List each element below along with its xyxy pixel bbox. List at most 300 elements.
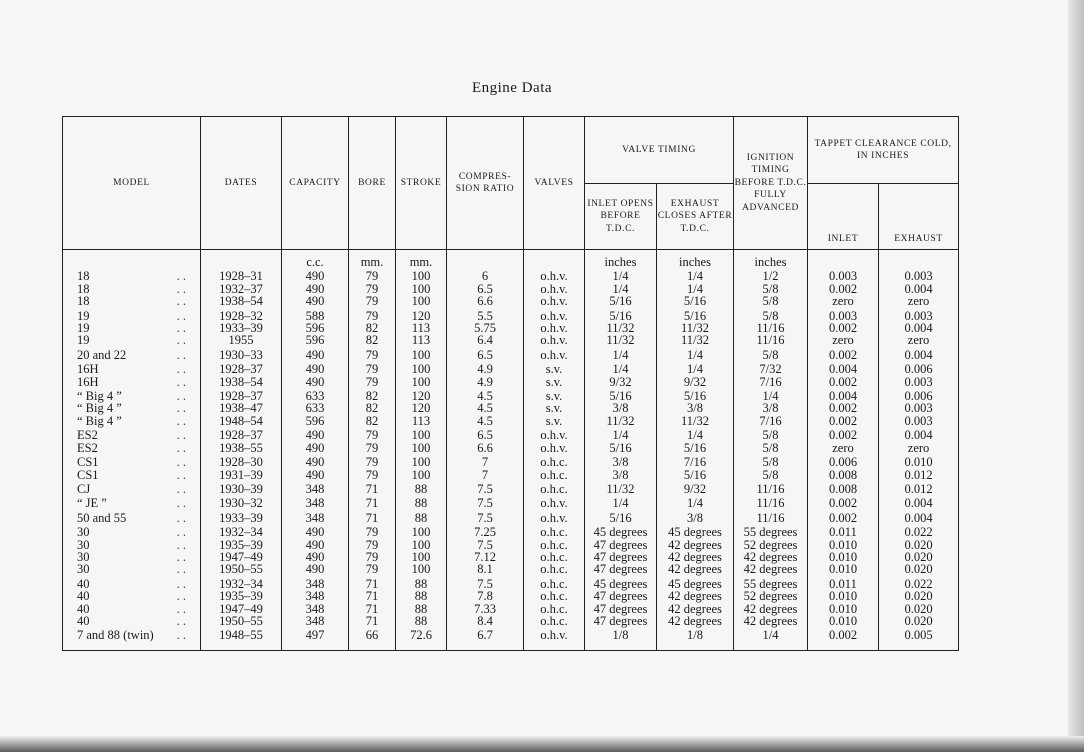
- cell-line: 1933–39: [219, 510, 263, 525]
- exhaust-closes-cell: [657, 524, 734, 576]
- ignition-cell: [734, 347, 808, 361]
- cell-line: 42 degrees: [668, 589, 722, 604]
- exhaust-closes-cell: [657, 495, 734, 509]
- dates-cell: [201, 268, 282, 307]
- cell-line: 0.004: [904, 428, 933, 443]
- cell-line: 45 degrees: [593, 576, 648, 591]
- unit-exhaust: inches: [657, 250, 734, 269]
- valves-cell: [524, 454, 585, 481]
- valves-cell: [524, 481, 585, 495]
- cell-line: 0.003: [828, 269, 858, 284]
- model-name: “ Big 4 ”: [77, 389, 122, 404]
- table-row: [63, 454, 959, 481]
- cell-line: 79: [365, 440, 379, 455]
- model-name: 18: [77, 281, 90, 296]
- cell-line: 0.010: [828, 613, 858, 628]
- cell-line: 4.5: [477, 389, 493, 404]
- cell-line: 5/16: [609, 308, 632, 323]
- col-bore: BORE: [349, 117, 396, 250]
- compression-cell: [447, 347, 524, 361]
- stroke-cell: [396, 627, 447, 650]
- cell-line: o.h.c.: [540, 481, 568, 496]
- bore-cell: [349, 427, 396, 454]
- stroke-cell: [396, 268, 447, 307]
- cell-line: 1928–31: [219, 269, 263, 284]
- ignition-cell: [734, 268, 808, 307]
- model-name: 18: [77, 294, 90, 309]
- leader-dots: . .: [176, 562, 186, 577]
- unit-ignition: inches: [734, 250, 808, 269]
- valves-cell: [524, 388, 585, 427]
- cell-line: o.h.v.: [540, 510, 568, 525]
- cell-line: 490: [305, 525, 325, 540]
- cell-line: 11/32: [606, 481, 635, 496]
- leader-dots: . .: [176, 525, 186, 540]
- cell-line: zero: [907, 333, 930, 348]
- model-name: 30: [77, 537, 90, 552]
- cell-line: o.h.c.: [540, 455, 568, 470]
- cell-line: 88: [414, 481, 428, 496]
- cell-line: 82: [365, 389, 379, 404]
- cell-line: 5/8: [762, 347, 779, 362]
- inlet-opens-cell: [585, 524, 657, 576]
- bore-cell: [349, 481, 396, 495]
- cell-line: 6.4: [477, 333, 493, 348]
- exhaust-closes-cell: [657, 308, 734, 347]
- leader-dots: . .: [176, 389, 186, 404]
- cell-line: 79: [365, 294, 379, 309]
- cell-line: 5/16: [683, 467, 707, 482]
- cell-line: 348: [305, 510, 325, 525]
- capacity-cell: [282, 481, 349, 495]
- dates-cell: [201, 361, 282, 388]
- leader-dots: . .: [176, 613, 186, 628]
- cell-line: 0.005: [904, 628, 933, 643]
- model-name: 40: [77, 601, 90, 616]
- col-tappet-inlet: INLET: [808, 184, 879, 250]
- cell-line: 4.5: [477, 413, 493, 428]
- cell-line: 1/4: [687, 496, 703, 511]
- table-row: [63, 576, 959, 628]
- cell-line: 7.5: [477, 481, 493, 496]
- cell-line: 47 degrees: [593, 589, 648, 604]
- cell-line: 5/8: [762, 467, 779, 482]
- cell-line: 348: [305, 481, 325, 496]
- cell-line: o.h.v.: [540, 428, 568, 443]
- capacity-cell: [282, 388, 349, 427]
- bore-cell: [349, 627, 396, 650]
- model-name: 19: [77, 321, 90, 336]
- stroke-cell: [396, 308, 447, 347]
- cell-line: 0.020: [904, 601, 933, 616]
- table-body: [63, 250, 959, 651]
- tappet-inlet-cell: [808, 308, 879, 347]
- model-cell: [63, 268, 201, 307]
- stroke-cell: [396, 454, 447, 481]
- cell-line: 100: [411, 467, 431, 482]
- tappet-exhaust-cell: [879, 388, 959, 427]
- cell-line: 52 degrees: [743, 537, 798, 552]
- valves-cell: [524, 427, 585, 454]
- cell-line: 7: [481, 467, 489, 482]
- cell-line: 71: [365, 613, 379, 628]
- cell-line: 5.75: [474, 321, 496, 336]
- cell-line: 7/16: [759, 374, 782, 389]
- cell-line: 4.9: [477, 374, 493, 389]
- inlet-opens-cell: [585, 510, 657, 524]
- leader-dots: . .: [176, 467, 186, 482]
- table-row: [63, 481, 959, 495]
- cell-line: 9/32: [683, 374, 707, 389]
- ignition-cell: [734, 576, 808, 628]
- table-row: [63, 268, 959, 307]
- cell-line: 11/16: [756, 496, 785, 511]
- model-cell: [63, 524, 201, 576]
- cell-line: o.h.v.: [540, 281, 568, 296]
- cell-line: 348: [305, 601, 325, 616]
- bore-cell: [349, 268, 396, 307]
- tappet-inlet-cell: [808, 427, 879, 454]
- cell-line: 633: [305, 401, 325, 416]
- model-cell: [63, 427, 201, 454]
- table-row: [63, 524, 959, 576]
- tappet-exhaust-cell: [879, 481, 959, 495]
- inlet-opens-cell: [585, 361, 657, 388]
- model-cell: [63, 510, 201, 524]
- cell-line: 3/8: [612, 401, 629, 416]
- cell-line: 45 degrees: [668, 576, 722, 591]
- bore-cell: [349, 524, 396, 576]
- cell-line: 9/32: [683, 481, 707, 496]
- cell-line: 1928–32: [219, 308, 263, 323]
- cell-line: o.h.c.: [540, 589, 568, 604]
- tappet-inlet-cell: [808, 347, 879, 361]
- ignition-cell: [734, 510, 808, 524]
- cell-line: 490: [305, 294, 325, 309]
- cell-line: 88: [414, 589, 428, 604]
- cell-line: s.v.: [545, 362, 563, 377]
- capacity-cell: [282, 308, 349, 347]
- cell-line: 79: [365, 562, 379, 577]
- col-ignition: IGNITION TIMING BEFORE T.D.C. FULLY ADVANCED: [734, 117, 808, 250]
- cell-line: 1938–54: [219, 374, 263, 389]
- cell-line: 0.020: [904, 613, 933, 628]
- model-cell: [63, 495, 201, 509]
- stroke-cell: [396, 427, 447, 454]
- cell-line: 8.4: [477, 613, 493, 628]
- cell-line: 1/4: [687, 347, 703, 362]
- cell-line: 79: [365, 362, 379, 377]
- inlet-opens-cell: [585, 308, 657, 347]
- cell-line: zero: [832, 294, 854, 309]
- cell-line: 88: [414, 496, 428, 511]
- cell-line: 0.002: [828, 374, 858, 389]
- cell-line: 79: [365, 549, 379, 564]
- cell-line: 0.022: [904, 576, 933, 591]
- capacity-cell: [282, 268, 349, 307]
- cell-line: 79: [365, 347, 379, 362]
- cell-line: 55 degrees: [743, 525, 798, 540]
- cell-line: zero: [907, 440, 930, 455]
- cell-line: zero: [832, 440, 854, 455]
- cell-line: 1/8: [687, 628, 703, 643]
- cell-line: 47 degrees: [593, 601, 648, 616]
- cell-line: 42 degrees: [743, 549, 798, 564]
- cell-line: 11/32: [681, 333, 710, 348]
- cell-line: o.h.c.: [540, 601, 568, 616]
- model-name: “ Big 4 ”: [77, 401, 122, 416]
- leader-dots: . .: [176, 374, 186, 389]
- cell-line: 66: [365, 628, 379, 643]
- dates-cell: [201, 495, 282, 509]
- tappet-inlet-cell: [808, 454, 879, 481]
- cell-line: 100: [411, 428, 431, 443]
- bore-cell: [349, 361, 396, 388]
- tappet-exhaust-cell: [879, 268, 959, 307]
- cell-line: 1/4: [612, 428, 629, 443]
- cell-line: 1950–55: [219, 613, 263, 628]
- cell-line: 0.012: [904, 467, 933, 482]
- col-tappet: TAPPET CLEARANCE COLD, IN INCHES: [808, 117, 959, 184]
- tappet-exhaust-cell: [879, 347, 959, 361]
- cell-line: s.v.: [545, 401, 563, 416]
- cell-line: 1930–33: [219, 347, 263, 362]
- inlet-opens-cell: [585, 627, 657, 650]
- cell-line: 47 degrees: [593, 613, 648, 628]
- capacity-cell: [282, 510, 349, 524]
- cell-line: 1/4: [612, 269, 629, 284]
- cell-line: 0.010: [828, 537, 858, 552]
- table-row: [63, 361, 959, 388]
- unit-inlet: inches: [585, 250, 657, 269]
- model-name: “ JE ”: [77, 496, 107, 511]
- tappet-exhaust-cell: [879, 524, 959, 576]
- cell-line: 490: [305, 269, 325, 284]
- cell-line: 42 degrees: [668, 601, 722, 616]
- cell-line: 4.9: [477, 362, 493, 377]
- cell-line: 5/16: [683, 308, 707, 323]
- capacity-cell: [282, 627, 349, 650]
- exhaust-closes-cell: [657, 454, 734, 481]
- cell-line: 79: [365, 374, 379, 389]
- tappet-inlet-cell: [808, 627, 879, 650]
- cell-line: 1948–55: [219, 628, 263, 643]
- cell-line: 11/32: [606, 413, 635, 428]
- cell-line: 42 degrees: [743, 613, 798, 628]
- cell-line: 71: [365, 496, 379, 511]
- cell-line: 42 degrees: [668, 613, 722, 628]
- exhaust-closes-cell: [657, 361, 734, 388]
- cell-line: 79: [365, 455, 379, 470]
- bore-cell: [349, 308, 396, 347]
- cell-line: 100: [411, 525, 431, 540]
- cell-line: 0.003: [904, 308, 933, 323]
- exhaust-closes-cell: [657, 481, 734, 495]
- cell-line: 11/16: [756, 481, 785, 496]
- cell-line: 3/8: [687, 510, 703, 525]
- valves-cell: [524, 627, 585, 650]
- cell-line: 0.010: [828, 549, 858, 564]
- stroke-cell: [396, 388, 447, 427]
- compression-cell: [447, 427, 524, 454]
- cell-line: 82: [365, 413, 379, 428]
- leader-dots: . .: [176, 362, 186, 377]
- cell-line: 79: [365, 308, 379, 323]
- bore-cell: [349, 388, 396, 427]
- col-inlet-opens: INLET OPENS BEFORE T.D.C.: [585, 184, 657, 250]
- cell-line: 0.002: [828, 347, 858, 362]
- cell-line: 0.004: [904, 347, 933, 362]
- table-row: [63, 347, 959, 361]
- model-name: 50 and 55: [77, 510, 127, 525]
- model-name: CS1: [77, 467, 99, 482]
- compression-cell: [447, 576, 524, 628]
- cell-line: o.h.v.: [540, 440, 568, 455]
- cell-line: 113: [411, 321, 431, 336]
- cell-line: 0.003: [904, 401, 933, 416]
- cell-line: 79: [365, 537, 379, 552]
- model-name: CS1: [77, 455, 99, 470]
- capacity-cell: [282, 495, 349, 509]
- model-name: 20 and 22: [77, 347, 127, 362]
- cell-line: 5/8: [762, 308, 779, 323]
- cell-line: 596: [305, 321, 325, 336]
- col-stroke: STROKE: [396, 117, 447, 250]
- dates-cell: [201, 308, 282, 347]
- model-name: 40: [77, 589, 90, 604]
- cell-line: 1/4: [762, 628, 779, 643]
- leader-dots: . .: [176, 347, 186, 362]
- compression-cell: [447, 454, 524, 481]
- ignition-cell: [734, 627, 808, 650]
- cell-line: 45 degrees: [668, 525, 722, 540]
- cell-line: 497: [305, 628, 325, 643]
- model-name: ES2: [77, 440, 98, 455]
- cell-line: 490: [305, 562, 325, 577]
- cell-line: 6.6: [477, 440, 493, 455]
- cell-line: 0.002: [828, 413, 858, 428]
- cell-line: o.h.c.: [540, 613, 568, 628]
- cell-line: 113: [411, 333, 431, 348]
- cell-line: 11/32: [606, 333, 635, 348]
- model-name: 19: [77, 308, 90, 323]
- cell-line: 100: [411, 294, 431, 309]
- col-dates: DATES: [201, 117, 282, 250]
- cell-line: 7: [481, 455, 489, 470]
- cell-line: 11/16: [756, 510, 785, 525]
- compression-cell: [447, 510, 524, 524]
- cell-line: 0.002: [828, 628, 858, 643]
- cell-line: 7.33: [474, 601, 496, 616]
- exhaust-closes-cell: [657, 627, 734, 650]
- leader-dots: . .: [176, 510, 186, 525]
- cell-line: 71: [365, 510, 379, 525]
- cell-line: 100: [411, 347, 431, 362]
- dates-cell: [201, 454, 282, 481]
- cell-line: 79: [365, 281, 379, 296]
- bore-cell: [349, 510, 396, 524]
- cell-line: 0.002: [828, 281, 858, 296]
- leader-dots: . .: [176, 481, 186, 496]
- col-valve-timing: VALVE TIMING: [585, 117, 734, 184]
- cell-line: o.h.v.: [540, 496, 568, 511]
- table-row: [63, 388, 959, 427]
- cell-line: 7.5: [477, 576, 493, 591]
- unit-stroke: mm.: [396, 250, 447, 269]
- cell-line: 120: [411, 401, 431, 416]
- cell-line: 6: [481, 269, 489, 284]
- cell-line: 348: [305, 613, 325, 628]
- bore-cell: [349, 495, 396, 509]
- exhaust-closes-cell: [657, 388, 734, 427]
- cell-line: 1928–30: [219, 455, 263, 470]
- cell-line: 100: [411, 362, 431, 377]
- page-edge-shadow: [1068, 0, 1084, 752]
- leader-dots: . .: [176, 496, 186, 511]
- cell-line: 596: [305, 413, 325, 428]
- cell-line: 490: [305, 455, 325, 470]
- cell-line: 120: [411, 308, 431, 323]
- cell-line: 100: [411, 562, 431, 577]
- cell-line: 3/8: [612, 467, 629, 482]
- cell-line: 5/8: [762, 440, 779, 455]
- model-name: 18: [77, 269, 90, 284]
- cell-line: 0.002: [828, 401, 858, 416]
- cell-line: 0.010: [828, 601, 858, 616]
- tappet-inlet-cell: [808, 268, 879, 307]
- compression-cell: [447, 495, 524, 509]
- cell-line: o.h.v.: [540, 294, 568, 309]
- dates-cell: [201, 510, 282, 524]
- stroke-cell: [396, 481, 447, 495]
- stroke-cell: [396, 347, 447, 361]
- exhaust-closes-cell: [657, 510, 734, 524]
- capacity-cell: [282, 427, 349, 454]
- cell-line: 88: [414, 510, 428, 525]
- dates-cell: [201, 481, 282, 495]
- model-name: ES2: [77, 428, 98, 443]
- cell-line: 7.5: [477, 496, 493, 511]
- table-row: [63, 308, 959, 347]
- leader-dots: . .: [176, 428, 186, 443]
- cell-line: 47 degrees: [593, 562, 648, 577]
- cell-line: 0.004: [904, 496, 933, 511]
- model-name: 30: [77, 549, 90, 564]
- cell-line: 1938–54: [219, 294, 263, 309]
- tappet-exhaust-cell: [879, 495, 959, 509]
- cell-line: 1931–39: [219, 467, 263, 482]
- cell-line: 348: [305, 589, 325, 604]
- cell-line: 82: [365, 333, 379, 348]
- compression-cell: [447, 524, 524, 576]
- cell-line: 100: [411, 549, 431, 564]
- cell-line: 11/32: [606, 321, 635, 336]
- cell-line: 3/8: [612, 455, 629, 470]
- cell-line: 5/16: [683, 389, 707, 404]
- cell-line: 1/4: [687, 269, 703, 284]
- capacity-cell: [282, 347, 349, 361]
- cell-line: 71: [365, 576, 379, 591]
- cell-line: 3/8: [687, 401, 703, 416]
- tappet-exhaust-cell: [879, 576, 959, 628]
- cell-line: 1928–37: [219, 362, 263, 377]
- cell-line: 0.010: [828, 589, 858, 604]
- compression-cell: [447, 627, 524, 650]
- exhaust-closes-cell: [657, 576, 734, 628]
- inlet-opens-cell: [585, 576, 657, 628]
- cell-line: 1/4: [612, 496, 629, 511]
- leader-dots: . .: [176, 601, 186, 616]
